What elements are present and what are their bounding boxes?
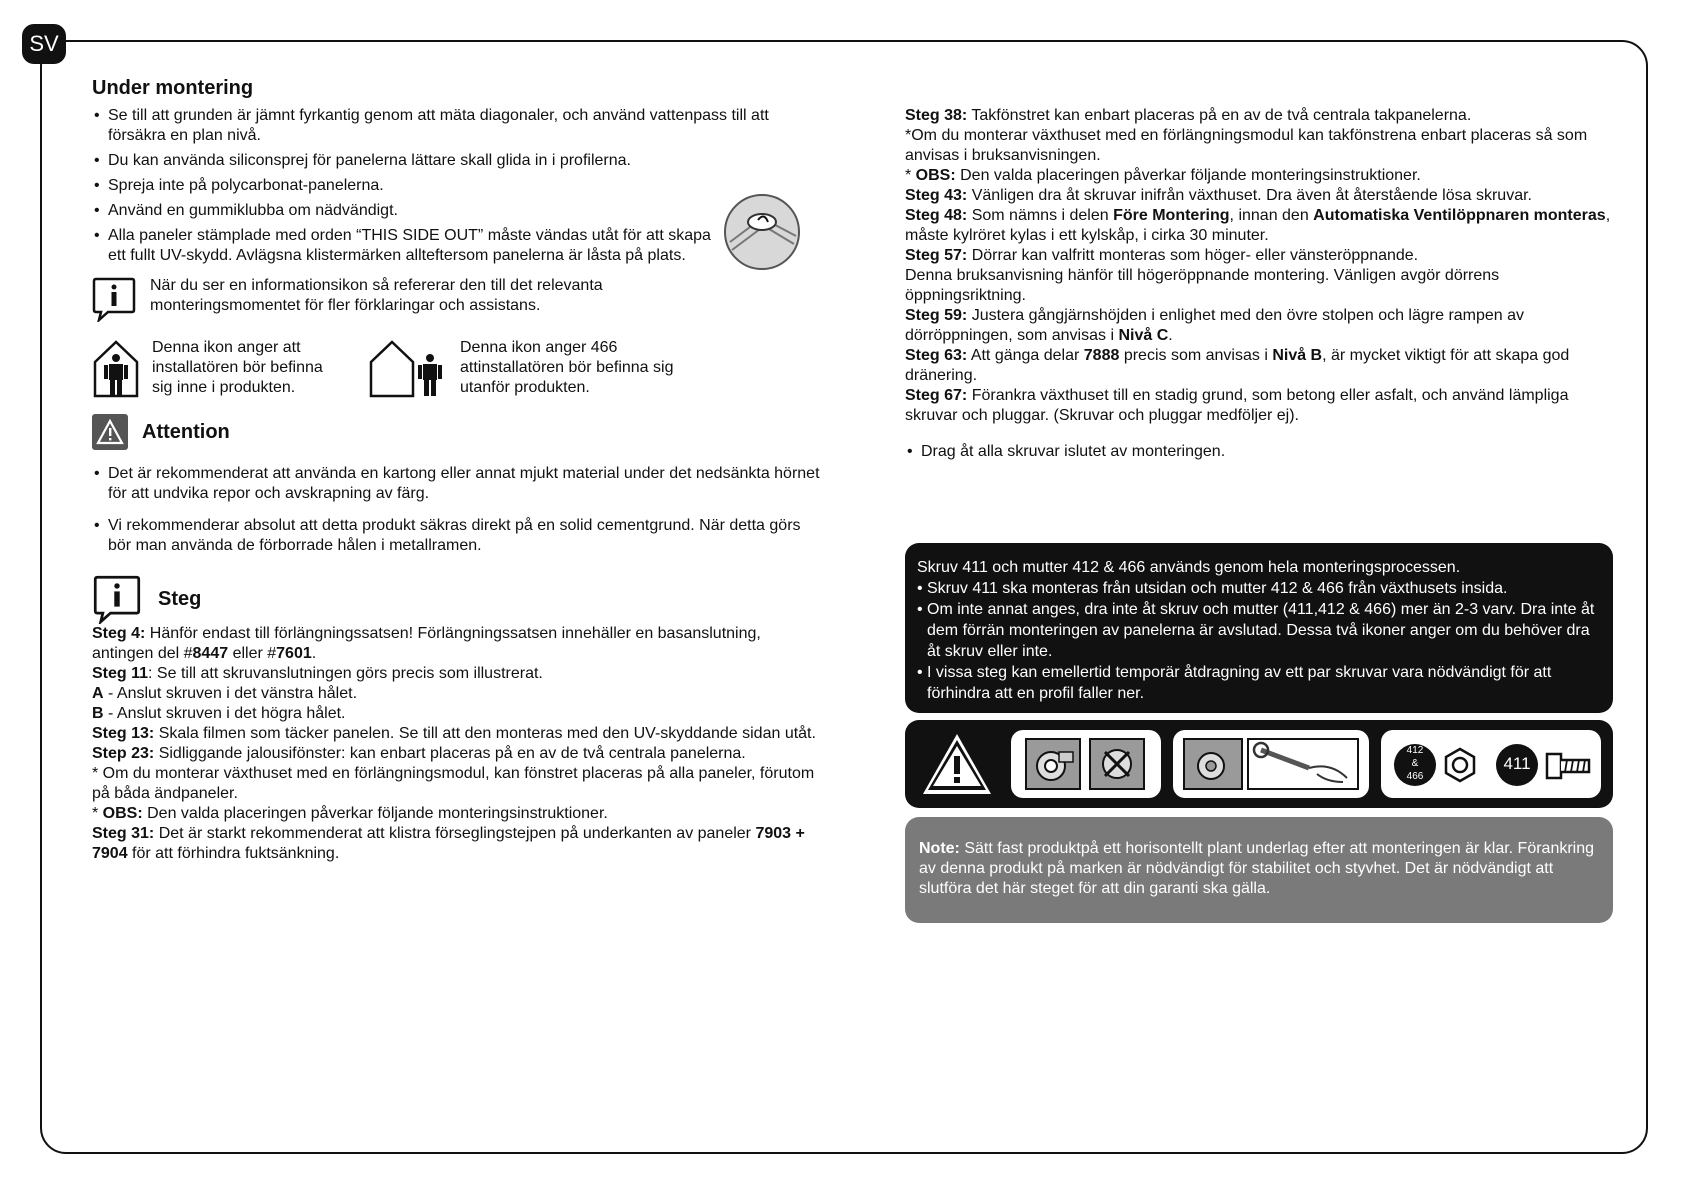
steg-title: Steg	[158, 588, 202, 610]
step-text: för att förhindra fuktsänkning.	[127, 845, 340, 862]
inside-group	[92, 338, 342, 398]
step-13	[92, 724, 822, 744]
step-label: Steg 11	[92, 665, 149, 682]
step-text: precis som anvisas i	[1119, 347, 1273, 364]
step-text: Sidliggande jalousifönster: kan enbart placeras på en av de två centrala panelerna.	[154, 745, 746, 762]
info-icon-description: När du ser en informationsikon så refererar den till det relevanta monteringsmomentet för fler förklaringar och assistans.	[150, 277, 603, 314]
steg-header	[92, 574, 822, 624]
obs-note	[905, 166, 1615, 186]
step-text: - Anslut skruven i det högra hålet.	[103, 705, 346, 722]
installer-position-icons	[92, 338, 822, 398]
emphasis: Automatiska Ventilöppnaren monteras	[1313, 207, 1606, 224]
step-text: Hänför endast till förlängningssatsen! Förlängningssatsen innehäller en basanslutning, antingen del #	[92, 625, 761, 662]
step-label: Steg 4:	[92, 625, 146, 642]
attention-title: Attention	[142, 421, 230, 443]
list-item: • I vissa steg kan emellertid temporär åtdragning av ett par skruvar vara nödvändigt för att förhindra att en profil faller ner.	[917, 662, 1601, 704]
step-text: Justera gångjärnshöjden i enlighet med den övre stolpen och lägre rampen av dörröppningen, som anvisas i	[905, 307, 1525, 344]
bolt-icon	[1543, 748, 1593, 784]
step-text: Det är starkt rekommenderat att klistra förseglingstejpen på underkanten av paneler	[154, 825, 756, 842]
step-11-b	[92, 704, 822, 724]
list-item: • Skruv 411 ska monteras från utsidan och mutter 412 & 466 från växthusets insida.	[917, 578, 1601, 599]
nut-number-label	[1393, 744, 1437, 783]
step-11-a	[92, 684, 822, 704]
list-item: • Du kan använda siliconsprej för panelerna lättare skall glida in i profilerna.	[92, 151, 822, 171]
step-text: , måste kylröret kylas i ett kylskåp, i cirka 30 minuter.	[905, 207, 1611, 244]
info-icon	[92, 574, 142, 624]
warning-icon	[92, 414, 128, 450]
list-item: • Om inte annat anges, dra inte åt skruv och mutter (411,412 & 466) mer än 2-3 varv. Dra inte åt dem förrän monteringen av panelerna är avslutad. Dessa två ikoner anger om du behöver dra åt skruv eller inte.	[917, 599, 1601, 662]
bolt-closeup-icon	[1183, 738, 1243, 790]
step-label: Steg 13:	[92, 725, 155, 742]
note-star: *	[905, 167, 916, 184]
step-label: Steg 59:	[905, 307, 968, 324]
right-column	[905, 106, 1615, 467]
nut-bolt-crossed-icon	[1089, 738, 1145, 790]
step-label: OBS:	[102, 805, 143, 822]
emphasis: Nivå C	[1118, 327, 1169, 344]
obs-note	[92, 804, 822, 824]
step-67	[905, 386, 1615, 426]
note-star: *	[92, 805, 103, 822]
step-text: Den valda placeringen påverkar följande monteringsinstruktioner.	[955, 167, 1421, 184]
part-number: 7601	[276, 645, 312, 662]
step-text: Vänligen dra åt skruvar inifrån växthuset. Dra även åt återstående lösa skruvar.	[967, 187, 1532, 204]
screw-info-box	[905, 543, 1613, 713]
step-23	[92, 744, 822, 764]
step-11	[92, 664, 822, 684]
part-number: 7888	[1083, 347, 1120, 364]
part-number: 8447	[192, 645, 229, 662]
panel-magnifier-illustration	[722, 192, 802, 272]
hardware-legend-panel	[1381, 730, 1601, 798]
installer-outside-icon	[368, 338, 448, 398]
step-label: Steg 31:	[92, 825, 155, 842]
step-text: , är mycket viktigt för att skapa god dränering.	[905, 347, 1570, 384]
step-label: A	[92, 685, 104, 702]
step-23-note: * Om du monterar växthuset med en förlängningsmodul, kan fönstret placeras på alla paneler, förutom på båda ändpaneler.	[92, 765, 815, 802]
outside-group	[368, 338, 690, 398]
emphasis: Före Montering	[1113, 207, 1230, 224]
hardware-icon-strip	[905, 720, 1613, 808]
installer-inside-icon	[92, 338, 140, 398]
note-box	[905, 817, 1613, 923]
info-icon	[92, 276, 136, 322]
list-item: • Drag åt alla skruvar islutet av monteringen.	[905, 442, 1615, 462]
bolt-number-label: 411	[1503, 754, 1531, 773]
left-column	[92, 72, 822, 864]
list-item: • Använd en gummiklubba om nädvändigt.	[92, 201, 708, 221]
step-label: Steg 43:	[905, 187, 968, 204]
note-label: Note:	[919, 840, 960, 857]
step-59	[905, 306, 1615, 346]
step-text: .	[1168, 327, 1173, 344]
step-text: : Se till att skruvanslutningen görs precis som illustrerat.	[148, 665, 543, 682]
attention-header	[92, 414, 822, 450]
step-label: B	[92, 705, 104, 722]
nut-number-bottom: 466	[1406, 771, 1424, 782]
step-text: Takfönstret kan enbart placeras på en av de två centrala takpanelerna.	[967, 107, 1472, 124]
nut-number-top: 412	[1406, 745, 1424, 756]
screw-info-list	[917, 578, 1601, 704]
section-heading-under-montering: Under montering	[92, 77, 254, 99]
screw-info-intro: Skruv 411 och mutter 412 & 466 används genom hela monteringsprocessen.	[917, 559, 1461, 576]
step-label: OBS:	[915, 167, 956, 184]
step-48	[905, 206, 1615, 246]
tighten-icons-panel	[1011, 730, 1161, 798]
step-38	[905, 106, 1615, 126]
assembly-tips-list	[92, 106, 822, 266]
step-text: Som nämns i delen	[967, 207, 1114, 224]
step-instructions	[92, 624, 822, 864]
wrench-icon	[1247, 738, 1359, 790]
step-38-note: *Om du monterar växthuset med en förlängningsmodul kan takfönstrena enbart placeras så som anvisas i bruksanvisningen.	[905, 127, 1588, 164]
inside-icon-description: Denna ikon anger att installatören bör befinna sig inne i produkten.	[152, 339, 323, 396]
step-label: Steg 63:	[905, 347, 968, 364]
list-item: • Se till att grunden är jämnt fyrkantig genom att mäta diagonaler, och använd vattenpass till att försäkra en plan nivå.	[92, 106, 822, 146]
step-label: Steg 38:	[905, 107, 968, 124]
step-label: Steg 48:	[905, 207, 968, 224]
step-text: Den valda placeringen påverkar följande monteringsinstruktioner.	[142, 805, 608, 822]
language-tab: SV	[22, 24, 66, 64]
list-item: • Alla paneler stämplade med orden “THIS SIDE OUT” måste vändas utåt för att skapa ett fullt UV-skydd. Avlägsna klistermärken allteftersom panelerna är låsta på plats.	[92, 226, 718, 266]
attention-list	[92, 464, 822, 556]
list-item: • Spreja inte på polycarbonat-panelerna.	[92, 176, 822, 196]
step-43	[905, 186, 1615, 206]
step-text: eller #	[228, 645, 277, 662]
outside-icon-description: Denna ikon anger 466 attinstallatören bör befinna sig utanför produkten.	[460, 339, 674, 396]
warning-icon	[919, 730, 995, 798]
step-text: - Anslut skruven i det vänstra hålet.	[103, 685, 358, 702]
step-text: .	[311, 645, 317, 662]
step-text: Dörrar kan valfritt monteras som höger- eller vänsteröppnande.	[967, 247, 1419, 264]
step-text: , innan den	[1229, 207, 1314, 224]
step-63	[905, 346, 1615, 386]
info-icon-row	[92, 276, 822, 322]
nut-icon	[1441, 746, 1479, 784]
wrench-icons-panel	[1173, 730, 1369, 798]
final-bullet-list	[905, 442, 1615, 462]
step-text: Förankra växthuset till en stadig grund, som betong eller asfalt, och använd lämpliga skruvar och pluggar. (Skruvar och pluggar medföljer ej).	[905, 387, 1569, 424]
nut-bolt-icon	[1025, 738, 1081, 790]
step-label: Steg 67:	[905, 387, 968, 404]
step-text: Skala filmen som täcker panelen. Se till att den monteras med den UV-skyddande sidan utåt.	[154, 725, 816, 742]
step-57-note: Denna bruksanvisning hänför till högeröppnande montering. Vänligen avgör dörrens öppningsriktning.	[905, 267, 1500, 304]
nut-number-mid: &	[1411, 758, 1419, 769]
step-4	[92, 624, 822, 664]
note-text: Sätt fast produktpå ett horisontellt plant underlag efter att monteringen är klar. Förankring av denna produkt på marken är nödvändigt för stabilitet och styvhet. Det är nödvändigt att slutföra det här steget för att din garanti ska gälla.	[919, 840, 1595, 897]
step-label: Step 23:	[92, 745, 155, 762]
list-item: • Det är rekommenderat att använda en kartong eller annat mjukt material under det nedsänkta hörnet för att undvika repor och avskrapning av färg.	[92, 464, 822, 504]
step-text: Att gänga delar	[967, 347, 1084, 364]
part-number: 7903 + 7904	[92, 825, 805, 862]
step-31	[92, 824, 822, 864]
emphasis: Nivå B	[1272, 347, 1323, 364]
list-item: • Vi rekommenderar absolut att detta produkt säkras direkt på en solid cementgrund. När detta görs bör man använda de förborrade hålen i metallramen.	[92, 516, 822, 556]
step-label: Steg 57:	[905, 247, 968, 264]
step-57	[905, 246, 1615, 266]
